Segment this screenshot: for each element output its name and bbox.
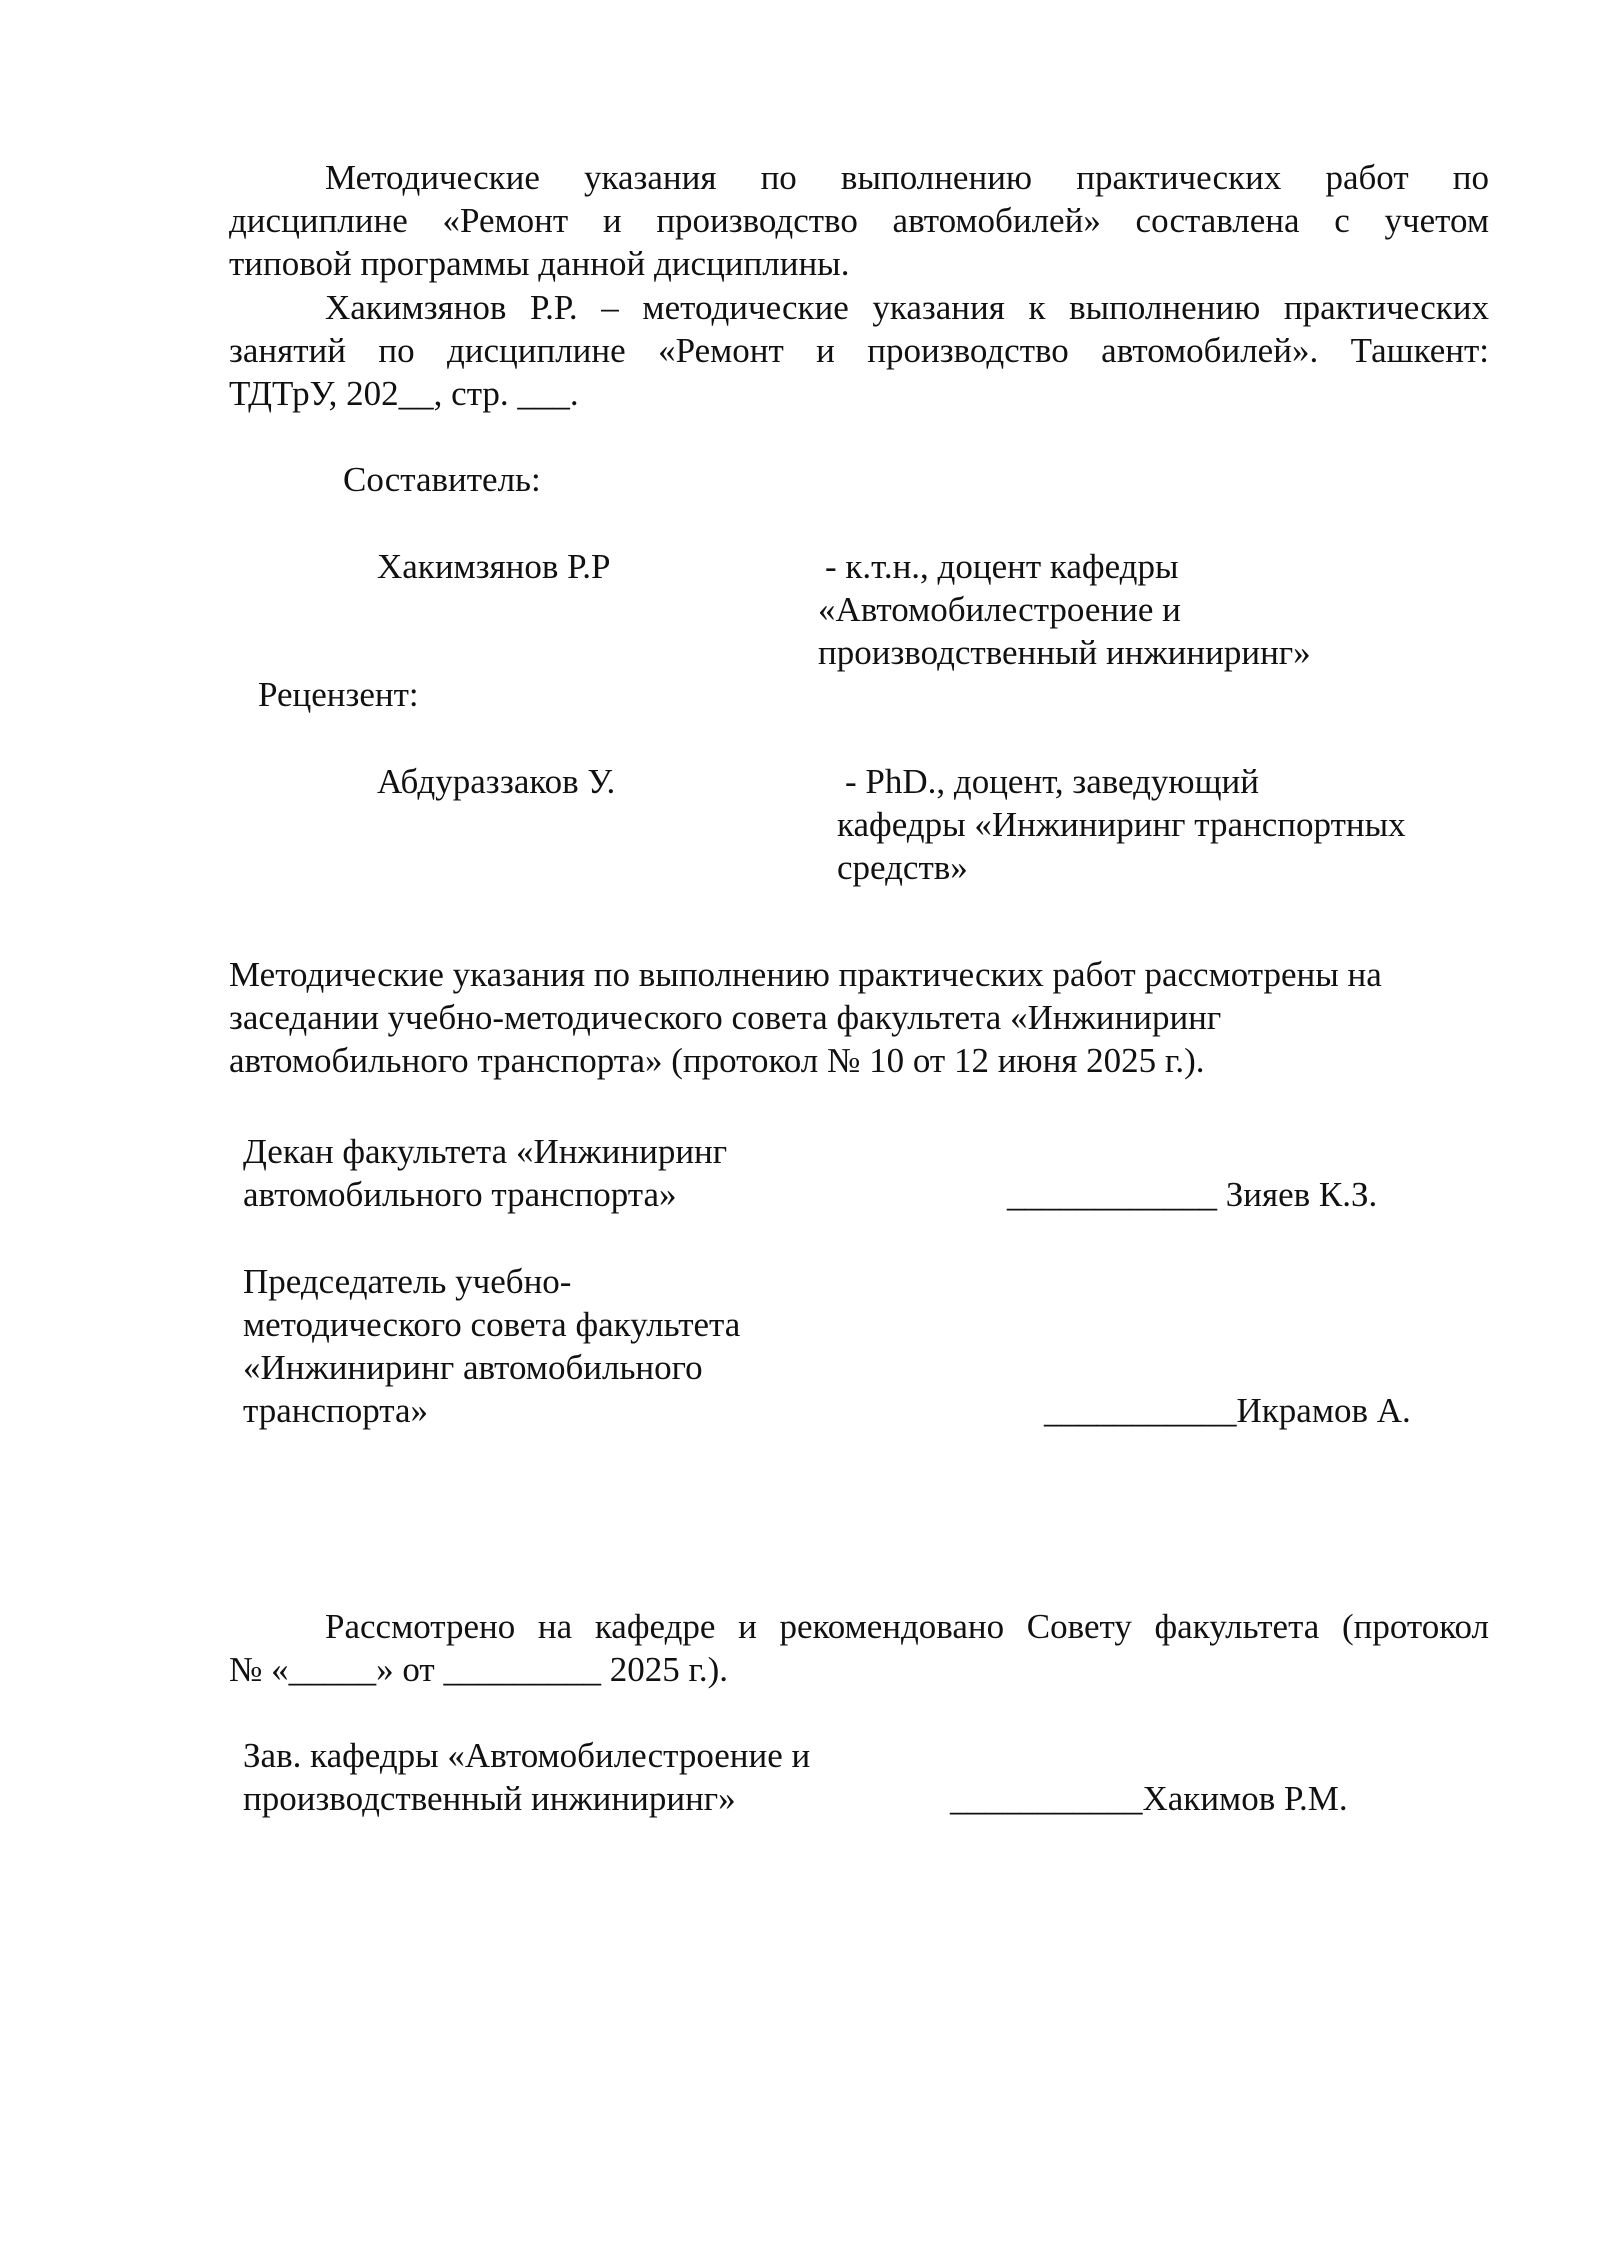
reviewer-description: [837, 760, 1406, 889]
intro-line-2: дисциплине «Ремонт и производство автомобилей» составлена с учетом: [229, 201, 1489, 240]
reviewer-name: Абдураззаков У.: [377, 762, 616, 801]
citation-paragraph: [229, 286, 1489, 415]
dean-signature: ____________ Зияев К.З.: [1007, 1175, 1378, 1214]
head-signature: ___________Хакимов Р.М.: [950, 1779, 1348, 1818]
department-note-line-2: № «_____» от _________ 2025 г.).: [229, 1650, 729, 1689]
reviewer-heading: Рецензент:: [258, 675, 419, 714]
compiler-desc-line-1: - к.т.н., доцент кафедры: [825, 547, 1179, 586]
dean-title-line-1: Декан факультета «Инжиниринг: [243, 1132, 728, 1171]
citation-line-1: Хакимзянов Р.Р. – методические указания к выполнению практических: [325, 288, 1489, 327]
head-title: [243, 1734, 810, 1820]
compiler-description: [818, 545, 1311, 674]
intro-line-3: типовой программы данной дисциплины.: [229, 244, 850, 283]
council-note: [229, 953, 1382, 1082]
dean-title: [243, 1130, 727, 1216]
chairman-title-line-2: методического совета факультета: [243, 1305, 741, 1344]
reviewer-desc-line-1: - PhD., доцент, заведующий: [845, 762, 1259, 801]
chairman-title-line-1: Председатель учебно-: [243, 1262, 572, 1301]
chairman-title: [243, 1260, 740, 1432]
council-note-line-3: автомобильного транспорта» (протокол № 10 от 12 июня 2025 г.).: [229, 1041, 1205, 1080]
intro-paragraph: [229, 156, 1489, 285]
council-note-line-1: Методические указания по выполнению практических работ рассмотрены на: [229, 955, 1382, 994]
compiler-desc-line-3: производственный инжиниринг»: [818, 633, 1311, 672]
citation-line-2: занятий по дисциплине «Ремонт и производство автомобилей». Ташкент:: [229, 331, 1489, 370]
department-note: [229, 1605, 1489, 1691]
chairman-signature: ___________Икрамов А.: [1044, 1391, 1411, 1430]
head-title-line-1: Зав. кафедры «Автомобилестроение и: [243, 1736, 811, 1775]
reviewer-desc-line-3: средств»: [837, 848, 968, 887]
chairman-title-line-4: транспорта»: [243, 1391, 429, 1430]
council-note-line-2: заседании учебно-методического совета факультета «Инжиниринг: [229, 998, 1222, 1037]
dean-title-line-2: автомобильного транспорта»: [243, 1175, 677, 1214]
citation-line-3: ТДТрУ, 202__, стр. ___.: [229, 374, 579, 413]
chairman-title-line-3: «Инжиниринг автомобильного: [243, 1348, 703, 1387]
compiler-heading: Составитель:: [343, 460, 541, 499]
compiler-name: Хакимзянов Р.Р: [377, 547, 611, 586]
compiler-desc-line-2: «Автомобилестроение и: [818, 590, 1181, 629]
department-note-line-1: Рассмотрено на кафедре и рекомендовано Совету факультета (протокол: [325, 1607, 1489, 1646]
intro-line-1: Методические указания по выполнению практических работ по: [325, 158, 1489, 197]
head-title-line-2: производственный инжиниринг»: [243, 1779, 736, 1818]
reviewer-desc-line-2: кафедры «Инжиниринг транспортных: [837, 805, 1406, 844]
